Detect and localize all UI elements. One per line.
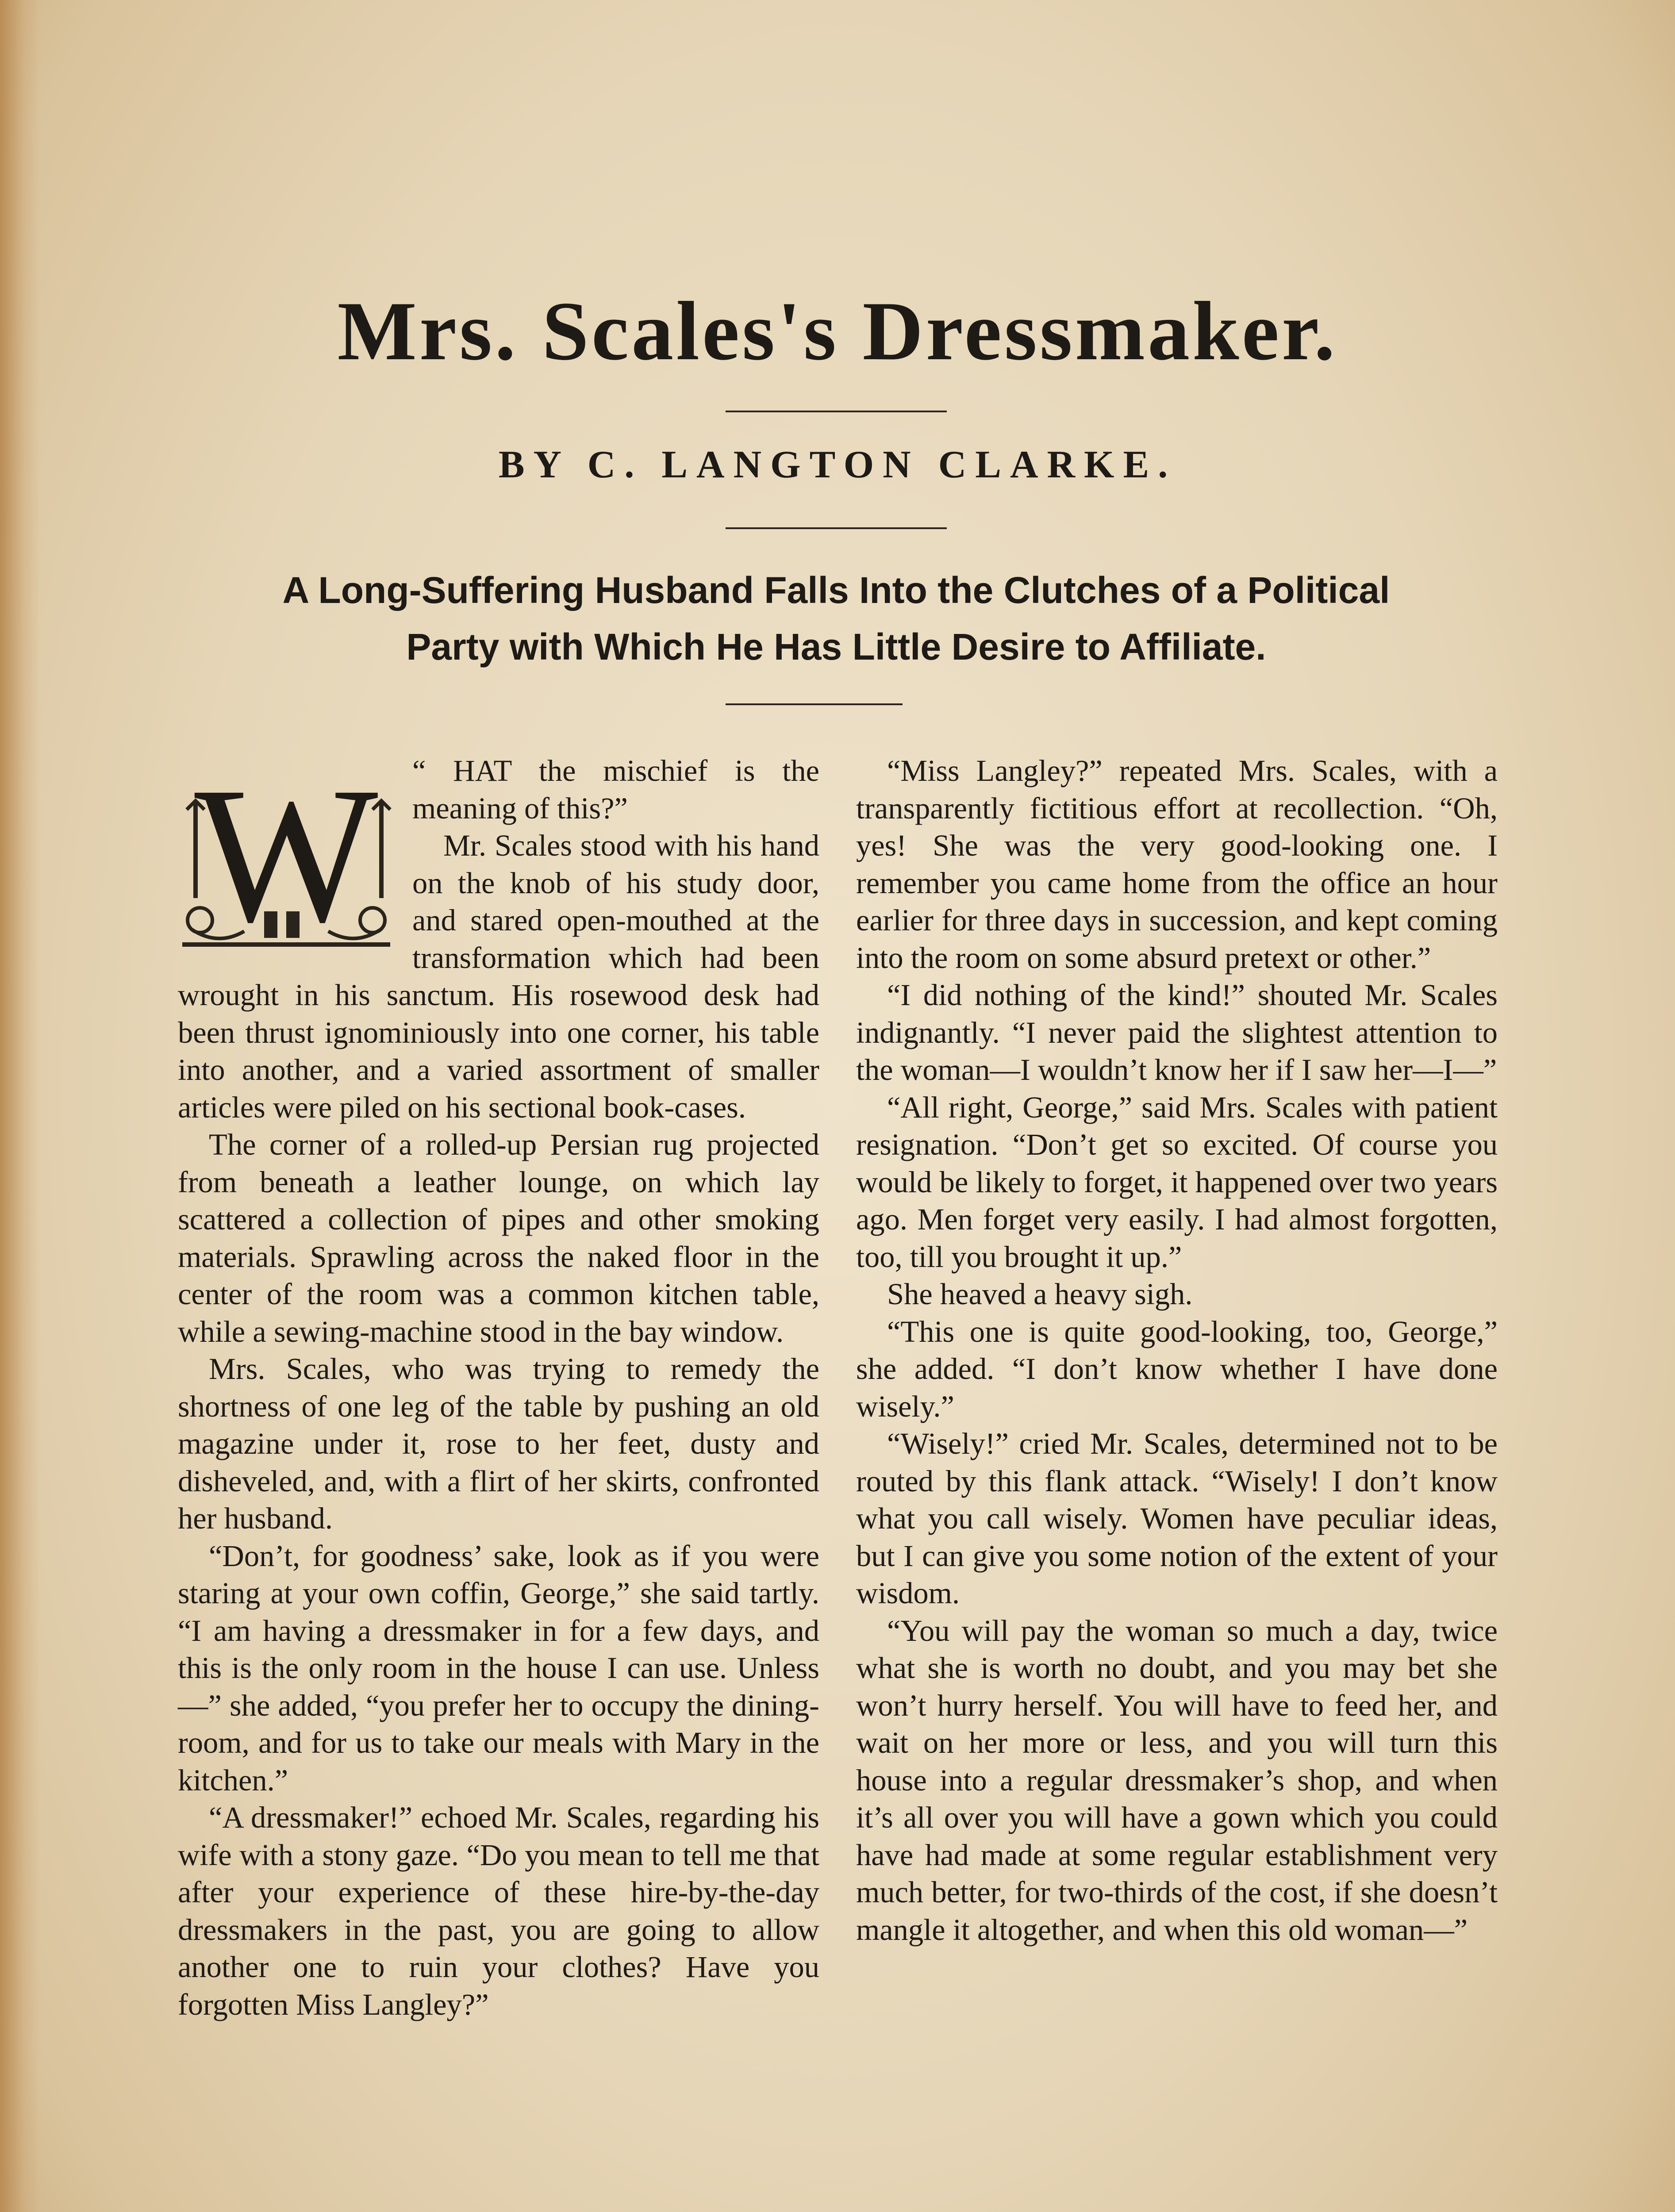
dropcap-ornament [173,752,399,960]
paragraph [178,752,819,960]
paragraph: She heaved a heavy sigh. [887,1277,1193,1311]
column-right [856,752,1498,1948]
article-deck: A Long-Suffering Husband Falls Into the Clutches of a Political Party with Which He Has Little Desire to Affiliate. [282,569,1390,668]
paragraph: Mrs. Scales, who was trying to remedy the shortness of one leg of the table by pushing an old magazine under it, rose to her feet, dusty and disheveled, and, with a flirt of her skirts, confronted her husband. [178,1352,819,1535]
article-byline: BY C. LANGTON CLARKE. [498,443,1177,486]
column-left [178,752,819,2023]
paragraph: Mr. Scales stood with his hand on the knob of his study door, and stared open-mouthed at the transformation which had been wrought in his sanctum. His rosewood desk had been thrust ignominiously into one corner, his table into another, and a varied assortment of smaller articles were piled on his sectional book-cases. [178,829,819,1124]
title-divider [726,411,947,412]
opening-quote: “ [412,754,426,787]
paragraph: “Don’t, for goodness’ sake, look as if you were staring at your own coffin, George,” she said tartly. “I am having a dressmaker in for a few days, and this is the only room in the house I can use. Unless—” she added, “you prefer her to occupy the dining-room, and for us to take our meals with Mary in the kitchen.” [178,1539,819,1797]
paragraph: “A dressmaker!” echoed Mr. Scales, regarding his wife with a stony gaze. “Do you mean to tell me that after your experience of these hire-by-the-day dressmakers in the past, you are going to allow another one to ruin your clothes? Have you forgotten Miss Langley?” [178,1801,819,2021]
paragraph: “Miss Langley?” repeated Mrs. Scales, with a transparently fictitious effort at recollection. “Oh, yes! She was the very good-looking one. I remember you came home from the office an hour earlier for three days in succession, and kept coming into the room on some absurd pretext or other.” [856,754,1498,975]
paragraph: “Wisely!” cried Mr. Scales, determined not to be routed by this flank attack. “Wisely! I don’t know what you call wisely. Women have peculiar ideas, but I can give you some notion of the extent of your wisdom. [856,1427,1498,1610]
ornamental-initial-icon [173,752,399,960]
deck-divider [726,703,903,705]
paragraph: “This one is quite good-looking, too, George,” she added. “I don’t know whether I have done wisely.” [856,1314,1498,1423]
paragraph: “All right, George,” said Mrs. Scales with patient resignation. “Don’t get so excited. Of course you would be likely to forget, it happened over two years ago. Men forget very easily. I had almost forgotten, too, till you brought it up.” [856,1090,1498,1274]
paragraph: “I did nothing of the kind!” shouted Mr. Scales indignantly. “I never paid the slightest attention to the woman—I wouldn’t know her if I saw her—I—” [856,978,1498,1087]
paragraph-text: HAT the mischief is the meaning of this?” [412,754,819,825]
byline-divider [726,527,947,529]
dropcap-letter: W [194,752,378,960]
paragraph: “You will pay the woman so much a day, twice what she is worth no doubt, and you may bet she won’t hurry herself. You will have to feed her, and wait on her more or less, and you will turn this house into a regular dressmaker’s shop, and when it’s all over you will have a gown which you could have had made at some regular establishment very much better, for two-thirds of the cost, if she doesn’t mangle it altogether, and when this old woman—” [856,1613,1498,1947]
article-title: Mrs. Scales's Dressmaker. [337,285,1338,378]
paragraph: The corner of a rolled-up Persian rug projected from beneath a leather lounge, on which lay scattered a collection of pipes and other smoking materials. Sprawling across the naked floor in the center of the room was a common kitchen table, while a sewing-machine stood in the bay window. [178,1128,819,1348]
